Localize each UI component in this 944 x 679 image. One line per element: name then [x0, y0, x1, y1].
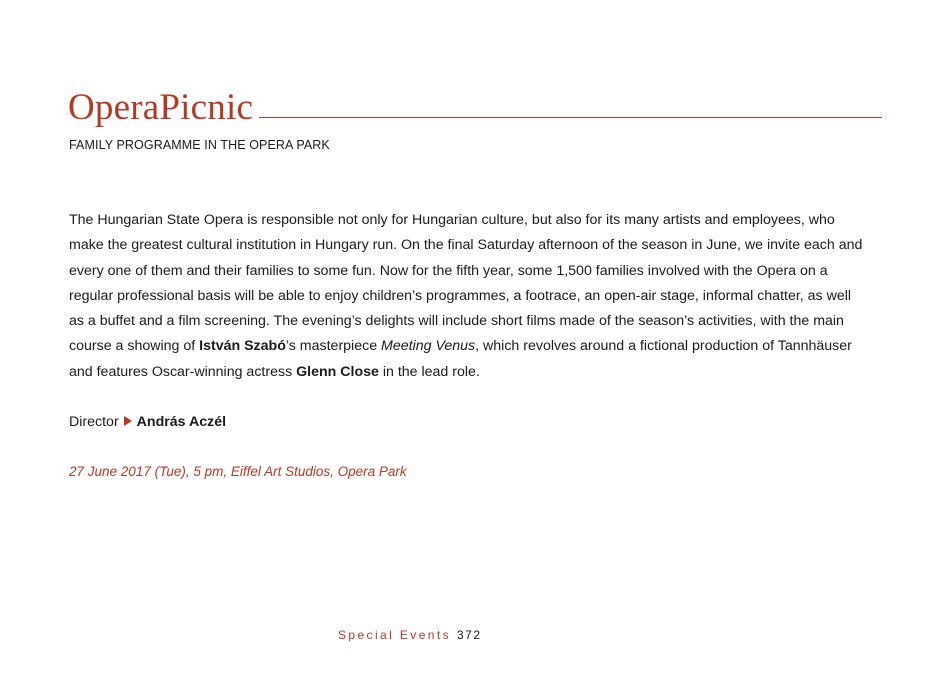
event-info: 27 June 2017 (Tue), 5 pm, Eiffel Art Studios, Opera Park [69, 464, 407, 479]
page-number: 372 [456, 628, 482, 642]
description-text-3: , which revolves around a fictional production of Tannhäuser and features Oscar-winning actress [69, 338, 852, 380]
description-paragraph [69, 208, 869, 385]
footer-section: Special Events [338, 628, 451, 642]
actress-name: Glenn Close [296, 363, 379, 380]
description-text-2: ’s masterpiece [285, 338, 382, 355]
credit-line [69, 410, 226, 435]
description [69, 208, 869, 385]
credit-role: Director [69, 414, 119, 430]
triangle-right-icon [124, 416, 132, 426]
page-subtitle: FAMILY PROGRAMME IN THE OPERA PARK [69, 138, 330, 152]
credit-name: András Aczél [136, 414, 227, 430]
film-director-name: István Szabó [199, 338, 286, 355]
page-title: OperaPicnic [68, 87, 254, 128]
description-text-4: in the lead role. [378, 363, 480, 380]
page-footer [338, 627, 482, 643]
title-rule [259, 117, 882, 118]
description-text-1: The Hungarian State Opera is responsible not only for Hungarian culture, but also for its many artists and employees, who make the greatest cultural institution in Hungary run. On the final Saturday afternoon of the season in June, we invite each and every one of them and their families to some fun. Now for the fifth year, some 1,500 families involved with the Opera on a regular professional basis will be able to enjoy children’s programmes, a footrace, an open-air stage, informal chatter, as well as a buffet and a film screening. The evening’s delights will include short films made of the season’s activities, with the main course a showing of [69, 212, 863, 355]
title-row [68, 88, 882, 128]
film-title: Meeting Venus [381, 338, 476, 355]
